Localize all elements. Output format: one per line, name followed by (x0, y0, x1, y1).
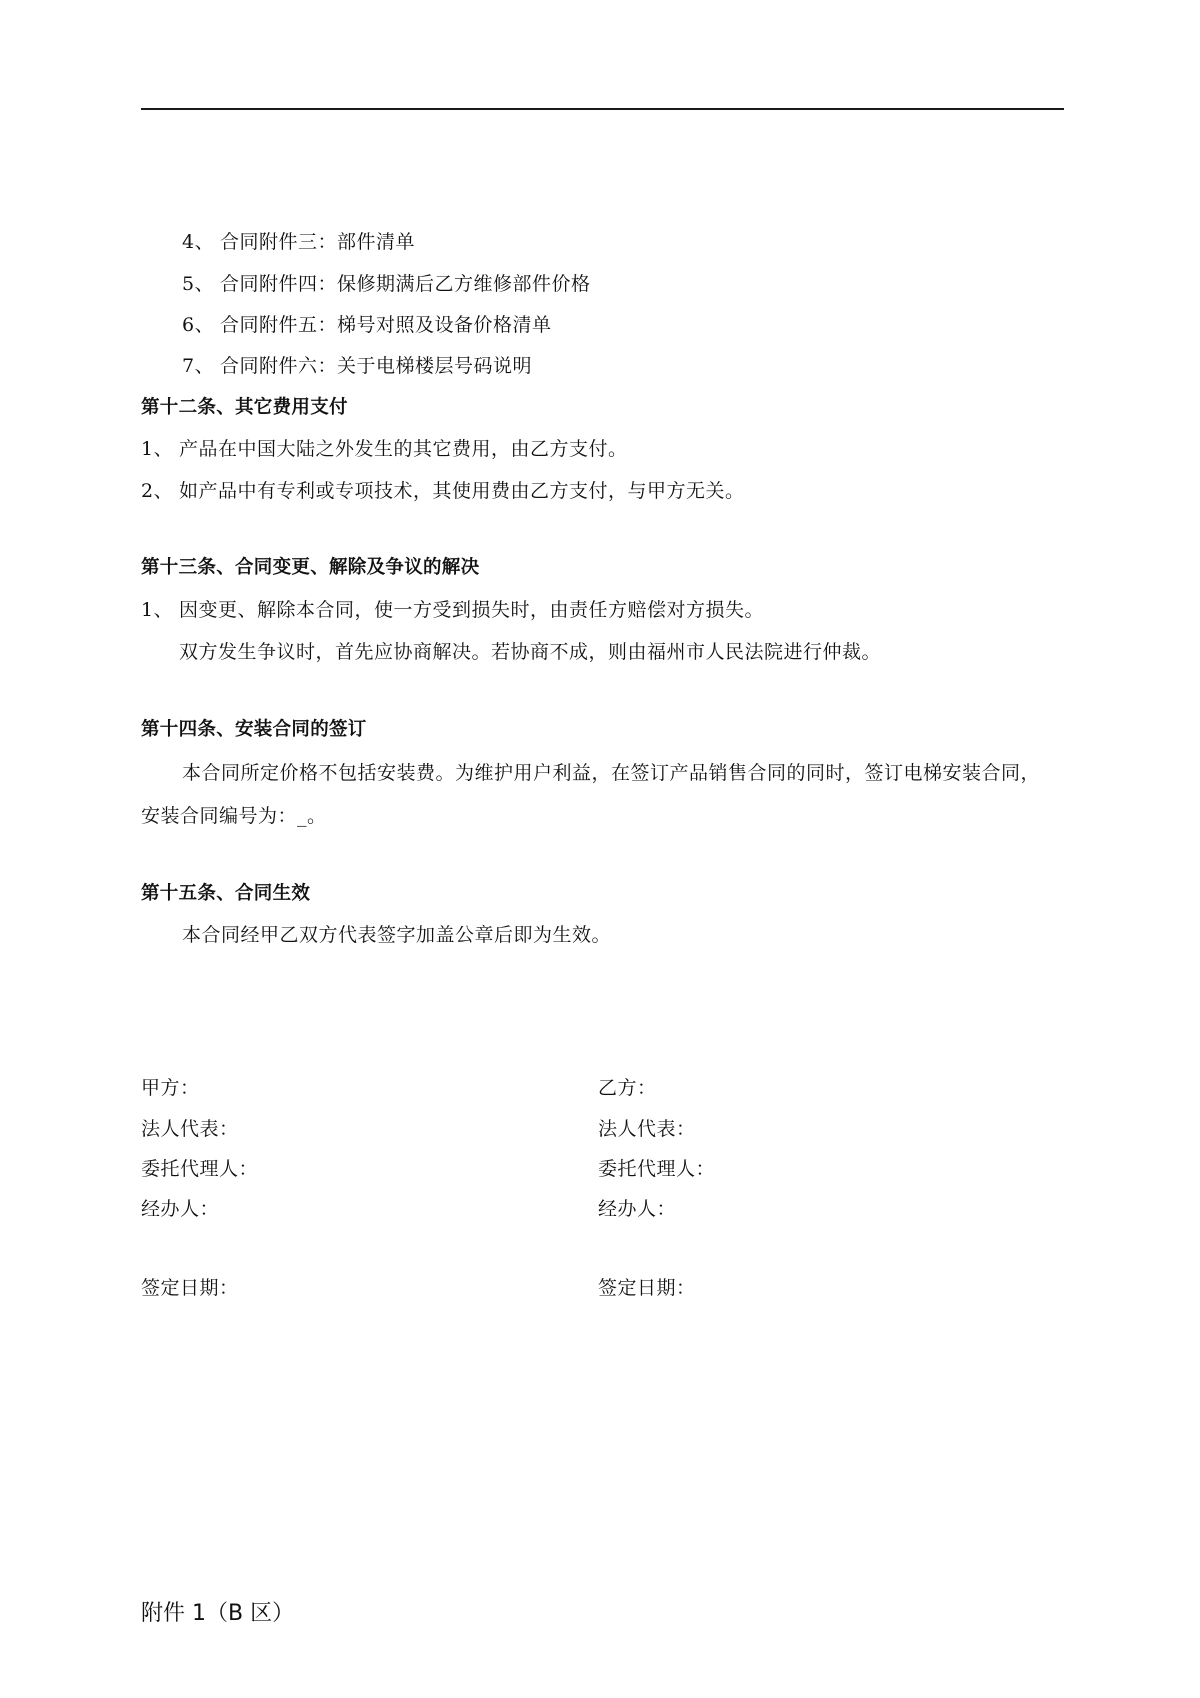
article-13-heading: 第十三条、合同变更、解除及争议的解决 (141, 557, 480, 578)
item-number: 1、 (141, 438, 174, 460)
header-rule (141, 108, 1064, 110)
article-15-paragraph: 本合同经甲乙双方代表签字加盖公章后即为生效。 (182, 924, 612, 946)
party-b-agent-label: 委托代理人： (598, 1158, 716, 1180)
party-a-agent-label: 委托代理人： (141, 1158, 259, 1180)
party-a-handler-label: 经办人： (141, 1198, 220, 1220)
item-text: 合同附件三：部件清单 (220, 231, 416, 253)
attachment-item (182, 313, 552, 337)
article-14-heading: 第十四条、安装合同的签订 (141, 719, 367, 740)
party-b-handler-label: 经办人： (598, 1198, 677, 1220)
article-15-heading: 第十五条、合同生效 (141, 883, 311, 904)
party-a-date-label: 签定日期： (141, 1277, 239, 1299)
article-13-paragraph: 双方发生争议时，首先应协商解决。若协商不成，则由福州市人民法院进行仲裁。 (179, 641, 882, 663)
item-text: 合同附件六：关于电梯楼层号码说明 (220, 355, 533, 377)
party-a-legal-rep-label: 法人代表： (141, 1118, 239, 1140)
item-text: 因变更、解除本合同，使一方受到损失时，由责任方赔偿对方损失。 (179, 599, 765, 621)
item-text: 合同附件五：梯号对照及设备价格清单 (220, 314, 552, 336)
item-text: 如产品中有专利或专项技术，其使用费由乙方支付，与甲方无关。 (179, 480, 745, 502)
item-number: 6、 (182, 314, 215, 336)
party-b-date-label: 签定日期： (598, 1277, 696, 1299)
attachment-item (182, 354, 532, 378)
item-text: 合同附件四：保修期满后乙方维修部件价格 (220, 273, 591, 295)
party-a-label: 甲方： (141, 1077, 200, 1099)
item-number: 1、 (141, 599, 174, 621)
item-text: 产品在中国大陆之外发生的其它费用，由乙方支付。 (179, 438, 628, 460)
attachment-footer-label: 附件 1（B 区） (141, 1601, 295, 1626)
item-number: 5、 (182, 273, 215, 295)
attachment-item (182, 272, 591, 296)
article-14-paragraph-line1: 本合同所定价格不包括安装费。为维护用户利益，在签订产品销售合同的同时，签订电梯安装合同， (182, 762, 1041, 784)
item-number: 7、 (182, 355, 215, 377)
article-12-heading: 第十二条、其它费用支付 (141, 397, 348, 418)
party-b-legal-rep-label: 法人代表： (598, 1118, 696, 1140)
article-12-item (141, 479, 745, 503)
party-b-label: 乙方： (598, 1077, 657, 1099)
article-14-paragraph-line2: 安装合同编号为：_。 (141, 805, 327, 827)
item-number: 2、 (141, 480, 174, 502)
attachment-item (182, 230, 415, 254)
article-13-item (141, 598, 764, 622)
article-12-item (141, 437, 628, 461)
item-number: 4、 (182, 231, 215, 253)
